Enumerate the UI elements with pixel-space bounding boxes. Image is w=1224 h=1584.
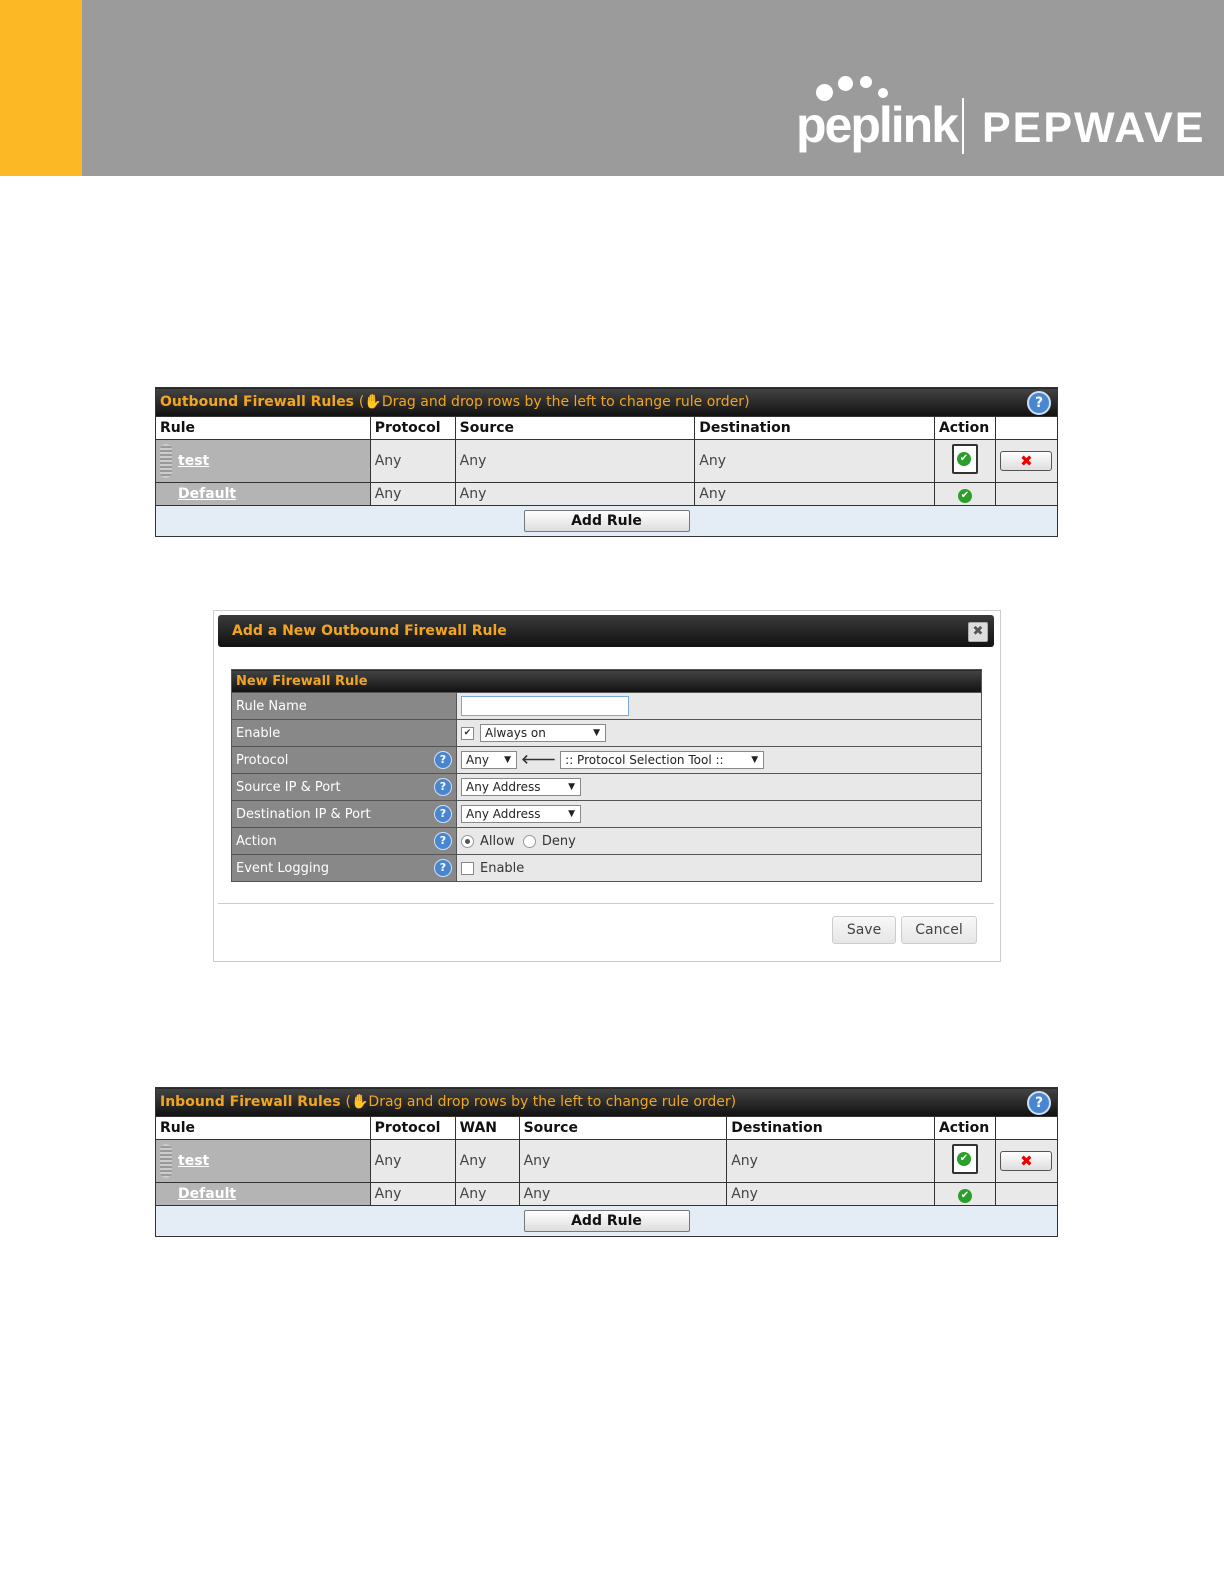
drag-handle[interactable]: [160, 1144, 172, 1178]
action-cell: [934, 1183, 995, 1206]
drag-hint-text: Drag and drop rows by the left to change rule order): [368, 1094, 737, 1110]
add-rule-button[interactable]: Add Rule: [524, 1210, 690, 1232]
protocol-cell: Any: [370, 440, 455, 483]
drag-hint: (✋Drag and drop rows by the left to change rule order): [345, 1094, 737, 1110]
drag-hint-text: Drag and drop rows by the left to change rule order): [381, 394, 750, 410]
delete-cell: [995, 1183, 1057, 1206]
allow-check-icon: ✔: [958, 1189, 972, 1203]
save-button[interactable]: Save: [832, 916, 896, 944]
column-header-action: Action: [934, 1117, 995, 1140]
source-label-text: Source IP & Port: [236, 779, 341, 795]
allow-radio-label: Allow: [480, 833, 515, 849]
logo-peplink-text: peplink: [796, 97, 958, 153]
destination-cell: Any: [727, 1140, 935, 1183]
table-row[interactable]: [156, 1140, 1058, 1183]
rule-link-test[interactable]: test: [178, 453, 210, 469]
column-header-blank: [995, 1117, 1057, 1140]
source-cell: Any: [455, 483, 695, 506]
schedule-select-value: Always on: [485, 726, 546, 740]
table-row[interactable]: [156, 440, 1058, 483]
inbound-rules-header: [156, 1088, 1058, 1117]
allow-document-icon[interactable]: [952, 444, 978, 474]
logging-value: [457, 855, 982, 882]
rule-link-test[interactable]: test: [178, 1153, 210, 1169]
dropdown-arrow-icon: ▼: [593, 728, 600, 738]
rule-cell[interactable]: [156, 440, 371, 483]
protocol-value: [457, 747, 982, 774]
deny-radio[interactable]: [523, 835, 536, 848]
column-header-action: Action: [934, 417, 995, 440]
protocol-cell: Any: [370, 1183, 455, 1206]
deny-radio-label: Deny: [541, 833, 576, 849]
destination-select-value: Any Address: [466, 807, 541, 821]
enable-label: [232, 720, 457, 747]
logo-pepwave-text: PEPWAVE: [982, 104, 1206, 152]
action-cell: [934, 440, 995, 483]
column-header-source: Source: [519, 1117, 727, 1140]
rule-cell[interactable]: [156, 1183, 371, 1206]
column-header-source: Source: [455, 417, 695, 440]
enable-checkbox[interactable]: ✔: [461, 727, 474, 740]
dialog-title: Add a New Outbound Firewall Rule: [232, 623, 507, 639]
destination-select[interactable]: [461, 805, 581, 823]
form-section-title: New Firewall Rule: [232, 670, 982, 693]
enable-value: [457, 720, 982, 747]
outbound-rules-table: [155, 387, 1058, 537]
table-row[interactable]: [156, 483, 1058, 506]
dropdown-arrow-icon: ▼: [568, 809, 575, 819]
delete-rule-button[interactable]: ✖: [1000, 1151, 1052, 1171]
action-label-text: Action: [236, 833, 277, 849]
schedule-select[interactable]: [480, 724, 606, 742]
allow-check-icon: ✔: [958, 489, 972, 503]
destination-label-text: Destination IP & Port: [236, 806, 371, 822]
delete-cell: [995, 1140, 1057, 1183]
source-label: [232, 774, 457, 801]
enable-label-text: Enable: [236, 725, 281, 741]
source-value: [457, 774, 982, 801]
column-header-destination: Destination: [695, 417, 935, 440]
rule-name-label-text: Rule Name: [236, 698, 307, 714]
dialog-title-bar: [218, 615, 994, 647]
column-header-protocol: Protocol: [370, 417, 455, 440]
column-header-destination: Destination: [727, 1117, 935, 1140]
page-header: [0, 0, 1224, 176]
add-rule-row: [156, 1206, 1058, 1237]
source-cell: Any: [455, 440, 695, 483]
protocol-label-text: Protocol: [236, 752, 289, 768]
cancel-button[interactable]: Cancel: [901, 916, 977, 944]
add-rule-row: [156, 506, 1058, 537]
action-value: [457, 828, 982, 855]
drag-handle[interactable]: [160, 444, 172, 478]
help-icon[interactable]: ?: [1027, 391, 1051, 415]
destination-cell: Any: [695, 483, 935, 506]
hand-icon: ✋: [364, 394, 382, 410]
dropdown-arrow-icon: ▼: [751, 755, 759, 765]
logging-label-text: Event Logging: [236, 860, 329, 876]
logging-checkbox-label: Enable: [480, 860, 525, 876]
delete-rule-button[interactable]: ✖: [1000, 451, 1052, 471]
header-accent-bar: [0, 0, 82, 176]
add-rule-dialog: [213, 610, 1001, 962]
column-header-blank: [995, 417, 1057, 440]
help-icon[interactable]: ?: [434, 859, 452, 877]
column-header-rule: Rule: [156, 417, 371, 440]
protocol-tool-select[interactable]: [560, 751, 764, 769]
hand-icon: ✋: [350, 1094, 369, 1110]
logo-dot: [860, 76, 872, 88]
rule-link-default[interactable]: Default: [178, 486, 237, 502]
rule-name-input[interactable]: [461, 696, 629, 716]
rule-name-value: [457, 693, 982, 720]
destination-cell: Any: [727, 1183, 935, 1206]
rule-name-label: [232, 693, 457, 720]
action-cell: [934, 483, 995, 506]
source-cell: Any: [519, 1183, 727, 1206]
delete-cell: [995, 483, 1057, 506]
logo-separator: [962, 98, 964, 154]
dropdown-arrow-icon: ▼: [504, 755, 511, 765]
rule-link-default[interactable]: Default: [178, 1186, 237, 1202]
help-icon[interactable]: ?: [434, 805, 452, 823]
inbound-rules-table: [155, 1087, 1058, 1237]
rule-cell[interactable]: [156, 1140, 371, 1183]
source-select[interactable]: [461, 778, 581, 796]
drag-hint: (✋Drag and drop rows by the left to change rule order): [358, 394, 750, 410]
rule-cell[interactable]: [156, 483, 371, 506]
column-header-rule: Rule: [156, 1117, 371, 1140]
close-icon[interactable]: ✖: [968, 622, 988, 642]
protocol-tool-select-value: :: Protocol Selection Tool ::: [565, 753, 724, 767]
logging-checkbox[interactable]: [461, 862, 474, 875]
new-rule-form: [231, 669, 982, 882]
action-label: [232, 828, 457, 855]
brand-logo: [796, 74, 1206, 158]
arrow-left-icon: 🡐: [521, 752, 557, 768]
protocol-cell: Any: [370, 1140, 455, 1183]
outbound-rules-title: Outbound Firewall Rules: [160, 394, 355, 410]
check-icon: ✔: [957, 1152, 971, 1166]
logo-dot: [838, 76, 853, 91]
table-row[interactable]: [156, 1183, 1058, 1206]
destination-label: [232, 801, 457, 828]
protocol-select[interactable]: [461, 751, 517, 769]
wan-cell: Any: [455, 1140, 519, 1183]
delete-cell: [995, 440, 1057, 483]
add-rule-button[interactable]: Add Rule: [524, 510, 690, 532]
source-select-value: Any Address: [466, 780, 541, 794]
protocol-cell: Any: [370, 483, 455, 506]
protocol-label: [232, 747, 457, 774]
allow-radio[interactable]: [461, 835, 474, 848]
column-header-wan: WAN: [455, 1117, 519, 1140]
wan-cell: Any: [455, 1183, 519, 1206]
column-header-protocol: Protocol: [370, 1117, 455, 1140]
help-icon[interactable]: ?: [1027, 1091, 1051, 1115]
help-icon[interactable]: ?: [434, 778, 452, 796]
protocol-select-value: Any: [466, 753, 489, 767]
action-cell: [934, 1140, 995, 1183]
logging-label: [232, 855, 457, 882]
allow-document-icon[interactable]: [952, 1144, 978, 1174]
check-icon: ✔: [957, 452, 971, 466]
outbound-rules-header: [156, 388, 1058, 417]
help-icon[interactable]: ?: [434, 751, 452, 769]
inbound-rules-title: Inbound Firewall Rules: [160, 1094, 341, 1110]
help-icon[interactable]: ?: [434, 832, 452, 850]
source-cell: Any: [519, 1140, 727, 1183]
destination-value: [457, 801, 982, 828]
destination-cell: Any: [695, 440, 935, 483]
dropdown-arrow-icon: ▼: [568, 782, 575, 792]
dialog-divider: [218, 903, 994, 904]
